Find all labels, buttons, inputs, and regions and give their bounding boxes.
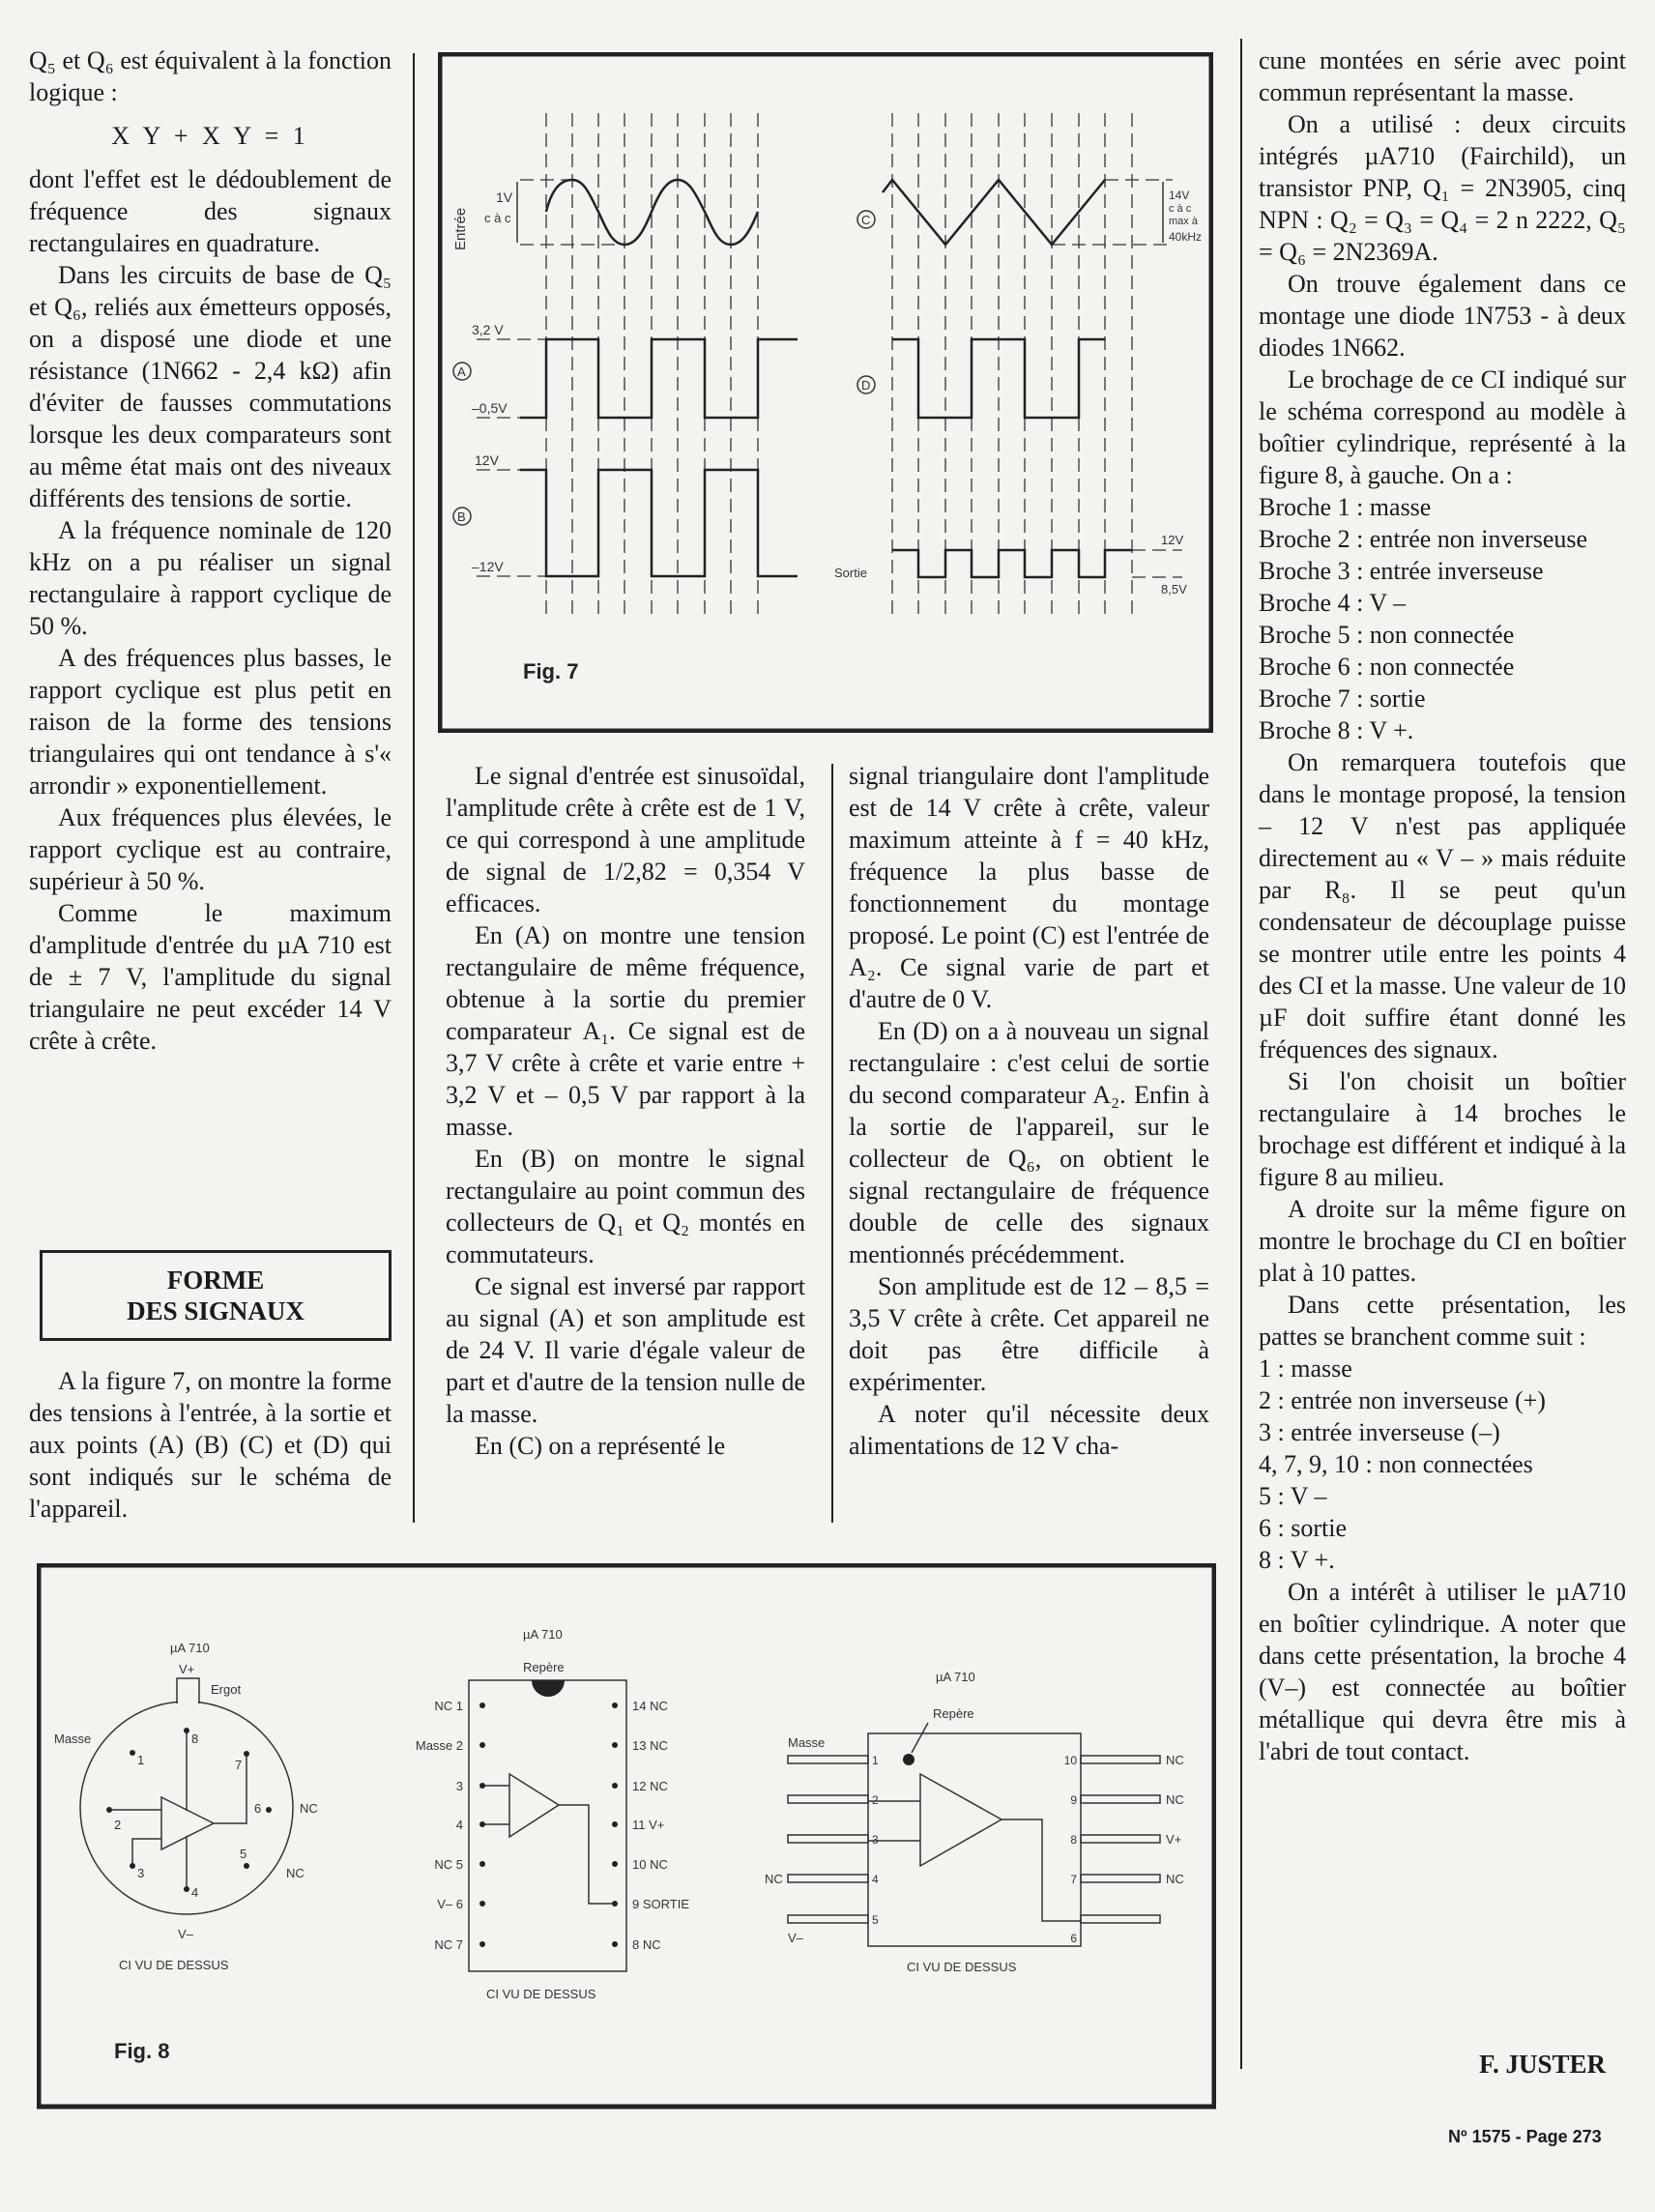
list-item: Broche 3 : entrée inverseuse	[1259, 557, 1544, 585]
label-repere: Repère	[523, 1660, 565, 1674]
pin-label: 2	[872, 1793, 879, 1807]
grid-lines	[477, 113, 1182, 617]
paragraph: En (D) on a à nouveau un signal rectangulaire : c'est celui de sortie du second comparateur A₂. Enfin à la sortie de l'appareil, sur le collecteur de Q₆, on obtient le signal rectangulaire de fréquence double de celle des signaux mentionnés précédemment.	[849, 1017, 1209, 1268]
paragraph: dont l'effet est le dédoublement de fréquence des signaux rectangulaires en quadrature.	[29, 165, 392, 257]
right-column	[1259, 44, 1626, 1767]
label-vminus: V–	[178, 1927, 193, 1941]
middle-column	[446, 760, 805, 1462]
diagram-caption: CI VU DE DESSUS	[907, 1960, 1017, 1974]
chip-title: µA 710	[523, 1627, 563, 1642]
column-divider	[413, 53, 415, 1523]
figure-caption: Fig. 8	[114, 2039, 170, 2063]
pin-label: 10	[1063, 1754, 1077, 1767]
pin-label: 10 NC	[632, 1857, 668, 1872]
label-cac-2: c à c	[1169, 203, 1192, 215]
paragraph: Dans cette présentation, les pattes se branchent comme suit :	[1259, 1291, 1626, 1351]
signal-a	[520, 339, 798, 418]
list-item: Broche 8 : V +.	[1259, 716, 1414, 744]
label-max-a: max à	[1169, 216, 1198, 227]
paragraph: En (C) on a représenté le	[475, 1432, 726, 1460]
author: F. JUSTER	[1479, 2050, 1607, 2079]
diagram-caption: CI VU DE DESSUS	[119, 1958, 229, 1972]
paragraph: On a intérêt à utiliser le µA710 en boîtier cylindrique. A noter que dans cette présentation, la broche 4 (V–) est connectée au boîtier métallique qui devra être mis à l'abri de tout contact.	[1259, 1578, 1626, 1765]
paragraph: Ce signal est inversé par rapport au signal (A) et son amplitude est de 24 V. Il varie d'égale valeur de part et d'autre de la tension nulle de la masse.	[446, 1272, 805, 1428]
broche-list	[1259, 491, 1626, 746]
list-item: 1 : masse	[1259, 1354, 1352, 1382]
pin-label: 8	[191, 1732, 199, 1746]
pin-label: 4	[455, 1818, 463, 1832]
list-item: Broche 6 : non connectée	[1259, 653, 1515, 681]
list-item: 5 : V –	[1259, 1482, 1327, 1510]
chip-title: µA 710	[936, 1670, 975, 1684]
label-masse: Masse	[788, 1735, 826, 1750]
paragraph: Dans les circuits de base de Q₅ et Q₆, reliés aux émetteurs opposés, on a disposé une diode et une résistance (1N662 - 2,4 kΩ) afin d'éviter de fausses commutations lorsque les deux comparateurs sont au même état mais ont des niveaux différents des tensions de sortie.	[29, 261, 392, 512]
label-output-12v: 12V	[1161, 533, 1184, 547]
pin-label: NC 1	[434, 1699, 463, 1713]
figure-caption: Fig. 7	[523, 659, 579, 684]
diagram-caption: CI VU DE DESSUS	[486, 1987, 596, 2001]
paragraph: En (B) on montre le signal rectangulaire au point commun des collecteurs de Q₁ et Q₂ montés en commutateurs.	[446, 1145, 805, 1268]
label-nc: NC	[286, 1866, 305, 1880]
page-number: Nº 1575 - Page 273	[1448, 2127, 1602, 2146]
list-item: 6 : sortie	[1259, 1514, 1347, 1542]
label-40khz: 40kHz	[1169, 230, 1203, 244]
label-sortie: Sortie	[834, 566, 867, 580]
column-divider	[831, 764, 833, 1523]
figure-7	[438, 52, 1213, 733]
pin-label: 1	[137, 1753, 145, 1767]
pin-function: V+	[1166, 1832, 1182, 1847]
list-item: 4, 7, 9, 10 : non connectées	[1259, 1450, 1533, 1478]
pin-label: NC 5	[434, 1857, 463, 1872]
pin-label: 7	[1070, 1873, 1077, 1886]
pin-label: 3	[872, 1833, 879, 1847]
figure-8	[37, 1563, 1216, 2110]
paragraph: En (A) on montre une tension rectangulaire de même fréquence, obtenue à la sortie du premier comparateur A₁. Ce signal est de 3,7 V crête à crête et varie entre + 3,2 V et – 0,5 V par rapport à la masse.	[446, 921, 805, 1141]
paragraph: On remarquera toutefois que dans le montage proposé, la tension – 12 V n'est pas appliquée directement au « V – » mais réduite par R₈. Il se peut qu'un condensateur de découplage puisse se montrer utile entre les points 4 des CI et la masse. Une valeur de 10 µF doit suffire étant donné les fréquences des signaux.	[1259, 748, 1626, 1063]
list-item: Broche 5 : non connectée	[1259, 621, 1515, 649]
input-sine-wave	[546, 180, 758, 245]
paragraph: On a utilisé : deux circuits intégrés µA710 (Fairchild), un transistor PNP, Q₁ = 2N3905, cinq NPN : Q₂ = Q₃ = Q₄ = 2 n 2222, Q₅ = Q₆ = 2N2369A.	[1259, 110, 1626, 266]
label-c: C	[861, 213, 871, 227]
pin-label: 5	[872, 1913, 879, 1927]
label-nc: NC	[765, 1872, 783, 1886]
paragraph: Comme le maximum d'amplitude d'entrée du µA 710 est de ± 7 V, l'amplitude du signal triangulaire ne peut excéder 14 V crête à crête.	[29, 899, 392, 1055]
heading-line: DES SIGNAUX	[127, 1296, 305, 1325]
pin-label: V– 6	[437, 1897, 463, 1911]
label-nc: NC	[300, 1801, 318, 1816]
patte-list	[1259, 1353, 1626, 1576]
label-repere: Repère	[933, 1706, 974, 1721]
label-vplus: V+	[179, 1662, 195, 1676]
signal-c-triangle	[883, 180, 1105, 245]
list-item: 2 : entrée non inverseuse (+)	[1259, 1386, 1546, 1414]
signal-b	[520, 470, 798, 576]
list-item: Broche 2 : entrée non inverseuse	[1259, 525, 1588, 553]
label-vminus: V–	[788, 1931, 803, 1945]
pin-label: 14 NC	[632, 1699, 668, 1713]
paragraph: On trouve également dans ce montage une diode 1N753 - à deux diodes 1N662.	[1259, 270, 1626, 362]
heading-line: FORME	[166, 1266, 265, 1295]
pin-label: 13 NC	[632, 1738, 668, 1753]
pin-label: 9	[1070, 1793, 1077, 1807]
round-package-diagram	[54, 1641, 318, 1972]
flat-package-diagram	[765, 1670, 1184, 1974]
label-d: D	[861, 378, 871, 393]
label-ergot: Ergot	[211, 1682, 242, 1697]
pin-label: 9 SORTIE	[632, 1897, 690, 1911]
paragraph: A la figure 7, on montre la forme des tensions à l'entrée, à la sortie et aux points (A) (B) (C) et (D) qui sont indiqués sur le schéma de l'appareil.	[29, 1367, 392, 1523]
paragraph: Le brochage de ce CI indiqué sur le schéma correspond au modèle à boîtier cylindrique, représenté à la figure 8, à gauche. On a :	[1259, 365, 1626, 489]
label-minus-12v: –12V	[472, 559, 504, 574]
label-a: A	[457, 364, 466, 379]
label-masse: Masse	[54, 1732, 92, 1746]
signal-output	[892, 550, 1132, 577]
pin-label: 5	[240, 1847, 247, 1861]
list-item: 3 : entrée inverseuse (–)	[1259, 1418, 1500, 1446]
paragraph: cune montées en série avec point commun représentant la masse.	[1259, 46, 1626, 106]
pin-label: 12 NC	[632, 1779, 668, 1793]
list-item: 8 : V +.	[1259, 1546, 1335, 1574]
pin-label: 4	[872, 1873, 879, 1886]
paragraph: Son amplitude est de 12 – 8,5 = 3,5 V crête à crête. Cet appareil ne doit pas être difficile à expérimenter.	[849, 1272, 1209, 1396]
paragraph: Q₅ et Q₆ est équivalent à la fonction logique :	[29, 46, 392, 106]
pin-label: 4	[191, 1885, 199, 1900]
pin-label: Masse 2	[415, 1738, 463, 1753]
paragraph: signal triangulaire dont l'amplitude est de 14 V crête à crête, valeur maximum atteinte à f = 40 kHz, fréquence la plus basse de fonctionnement du montage proposé. Le point (C) est l'entrée de A₂. Ce signal varie de part et d'autre de 0 V.	[849, 762, 1209, 1013]
pin-label: 2	[114, 1818, 122, 1832]
list-item: Broche 7 : sortie	[1259, 684, 1426, 713]
list-item: Broche 1 : masse	[1259, 493, 1432, 521]
pin-label: 8	[1070, 1833, 1077, 1847]
pin-function: NC	[1166, 1872, 1184, 1886]
pin-label: 11 V+	[632, 1818, 665, 1832]
paragraph: A noter qu'il nécessite deux alimentations de 12 V cha-	[849, 1400, 1209, 1460]
chip-title: µA 710	[170, 1641, 210, 1655]
label-1v: 1V	[496, 189, 513, 205]
paragraph: A la fréquence nominale de 120 kHz on a pu réaliser un signal rectangulaire à rapport cyclique de 50 %.	[29, 516, 392, 640]
left-column-bottom	[29, 1365, 392, 1525]
paragraph: Aux fréquences plus élevées, le rapport cyclique est au contraire, supérieur à 50 %.	[29, 803, 392, 895]
label-minus-0-5v: –0,5V	[472, 400, 508, 416]
label-output-8-5v: 8,5V	[1161, 582, 1187, 597]
pin-label: 3	[455, 1779, 463, 1793]
pin-label: 6	[254, 1801, 262, 1816]
pin-label: 3	[137, 1866, 145, 1880]
pin-label: 8 NC	[632, 1937, 661, 1952]
paragraph: Le signal d'entrée est sinusoïdal, l'amplitude crête à crête est de 1 V, ce qui correspond à une amplitude de signal de 1/2,82 = 0,354 V efficaces.	[446, 762, 805, 917]
label-b: B	[457, 509, 466, 524]
paragraph: Si l'on choisit un boîtier rectangulaire à 14 broches le brochage est différent et indiqué à la figure 8 au milieu.	[1259, 1067, 1626, 1191]
section-heading	[40, 1250, 392, 1341]
paragraph: A droite sur la même figure on montre le brochage du CI en boîtier plat à 10 pattes.	[1259, 1195, 1626, 1287]
pin-function: NC	[1166, 1792, 1184, 1807]
label-14v: 14V	[1169, 189, 1190, 202]
label-12v: 12V	[475, 452, 499, 468]
dip-package-diagram	[416, 1627, 689, 2001]
left-column	[29, 44, 392, 1057]
third-column	[849, 760, 1209, 1462]
paragraph: A des fréquences plus basses, le rapport cyclique est plus petit en raison de la forme des tensions triangulaires qui ont tendance à s'« arrondir » exponentiellement.	[29, 644, 392, 800]
list-item: Broche 4 : V –	[1259, 589, 1407, 617]
column-divider	[1240, 39, 1242, 2069]
pin-label: 1	[872, 1754, 879, 1767]
logic-formula: X Y + X Y = 1	[111, 122, 309, 150]
pin-label: 6	[1070, 1932, 1077, 1945]
label-cac: c à c	[484, 211, 511, 225]
pin-label: NC 7	[434, 1937, 463, 1952]
label-entree: Entrée	[452, 207, 469, 250]
label-3-2v: 3,2 V	[472, 322, 504, 337]
pin-function: NC	[1166, 1753, 1184, 1767]
pin-label: 7	[235, 1758, 243, 1772]
